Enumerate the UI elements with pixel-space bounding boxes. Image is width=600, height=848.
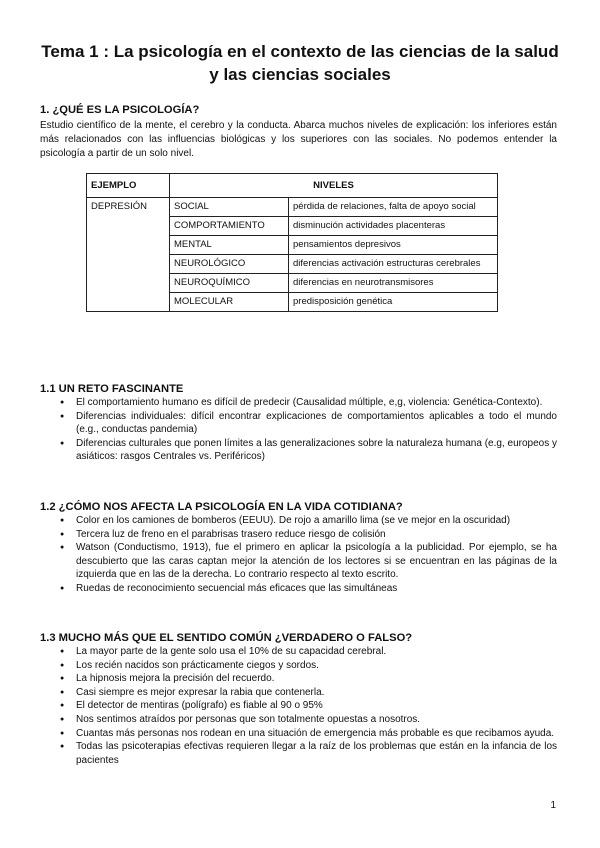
section-1-1-heading: 1.1 UN RETO FASCINANTE [40,383,184,395]
section-1-heading: 1. ¿QUÉ ES LA PSICOLOGÍA? [40,104,200,116]
list-item: ● El detector de mentiras (polígrafo) es fiable al 90 o 95% [40,699,557,713]
table-header-row [87,174,498,198]
list-item: ● Ruedas de reconocimiento secuencial más eficaces que las simultáneas [40,582,557,596]
list-item: ● Diferencias individuales: difícil encontrar explicaciones de comportamientos aplicables a todo el mundo (e.g., conductas pandemia) [40,410,557,437]
table-row [87,198,498,217]
list-item: ● Tercera luz de freno en el parabrisas trasero reduce riesgo de colisión [40,528,557,542]
page-number: 1 [550,800,556,811]
table-cell-level: COMPORTAMIENTO [170,217,289,236]
section-1-3-heading: 1.3 MUCHO MÁS QUE EL SENTIDO COMÚN ¿VERDADERO O FALSO? [40,632,413,644]
list-item: ● Casi siempre es mejor expresar la rabia que contenerla. [40,686,557,700]
list-item: ● Los recién nacidos son prácticamente ciegos y sordos. [40,659,557,673]
list-item: ● El comportamiento humano es difícil de predecir (Causalidad múltiple, e,g, violencia: Genética-Contexto). [40,396,557,410]
table-cell-level: MENTAL [170,236,289,255]
section-1-3-list [40,645,557,767]
section-1-paragraph: Estudio científico de la mente, el cerebro y la conducta. Abarca muchos niveles de explicación: los inferiores están más relacionados con las influencias biológicas y los superiores con las sociales. No podemos entender la psicología a partir de un solo nivel. [40,120,557,159]
table-cell-level: MOLECULAR [170,293,289,312]
table-cell-desc: diferencias activación estructuras cerebrales [289,255,498,274]
table-cell-desc: predisposición genética [289,293,498,312]
table-cell-desc: pensamientos depresivos [289,236,498,255]
table-cell-desc: disminución actividades placenteras [289,217,498,236]
levels-table [86,173,498,312]
list-item: ● Color en los camiones de bomberos (EEUU). De rojo a amarillo lima (se ve mejor en la oscuridad) [40,514,557,528]
list-item: ● Cuantas más personas nos rodean en una situación de emergencia más probable es que recibamos ayuda. [40,727,557,741]
table-cell-example: DEPRESIÓN [87,198,170,312]
table-cell-level: SOCIAL [170,198,289,217]
table-header-levels: NIVELES [170,174,498,198]
table-cell-desc: diferencias en neurotransmisores [289,274,498,293]
section-1-1-list [40,396,557,464]
list-item: ● Diferencias culturales que ponen límites a las generalizaciones sobre la naturaleza humana (e.g, europeos y asiáticos: rasgos Centrales vs. Periféricos) [40,437,557,464]
section-1-2-heading: 1.2 ¿CÓMO NOS AFECTA LA PSICOLOGÍA EN LA VIDA COTIDIANA? [40,501,403,513]
list-item: ● La mayor parte de la gente solo usa el 10% de su capacidad cerebral. [40,645,557,659]
section-1-2-list [40,514,557,596]
list-item: ● Nos sentimos atraídos por personas que son totalmente opuestas a nosotros. [40,713,557,727]
page-title: Tema 1 : La psicología en el contexto de las ciencias de la salud y las ciencias sociales [41,42,559,84]
list-item: ● Todas las psicoterapias efectivas requieren llegar a la raíz de los problemas que están en la infancia de los pacientes [40,740,557,767]
list-item: ● Watson (Conductismo, 1913), fue el primero en aplicar la psicología a la publicidad. Por ejemplo, se ha descubierto que las caras captan mejor la atención de los lectores si se encuentran en las páginas de la izquierda que en las de la derecha. Lo contrario respecto al texto escrito. [40,541,557,582]
table-header-example: EJEMPLO [87,174,170,198]
table-cell-desc: pérdida de relaciones, falta de apoyo social [289,198,498,217]
table-cell-level: NEUROQUÍMICO [170,274,289,293]
list-item: ● La hipnosis mejora la precisión del recuerdo. [40,672,557,686]
table-cell-level: NEUROLÓGICO [170,255,289,274]
